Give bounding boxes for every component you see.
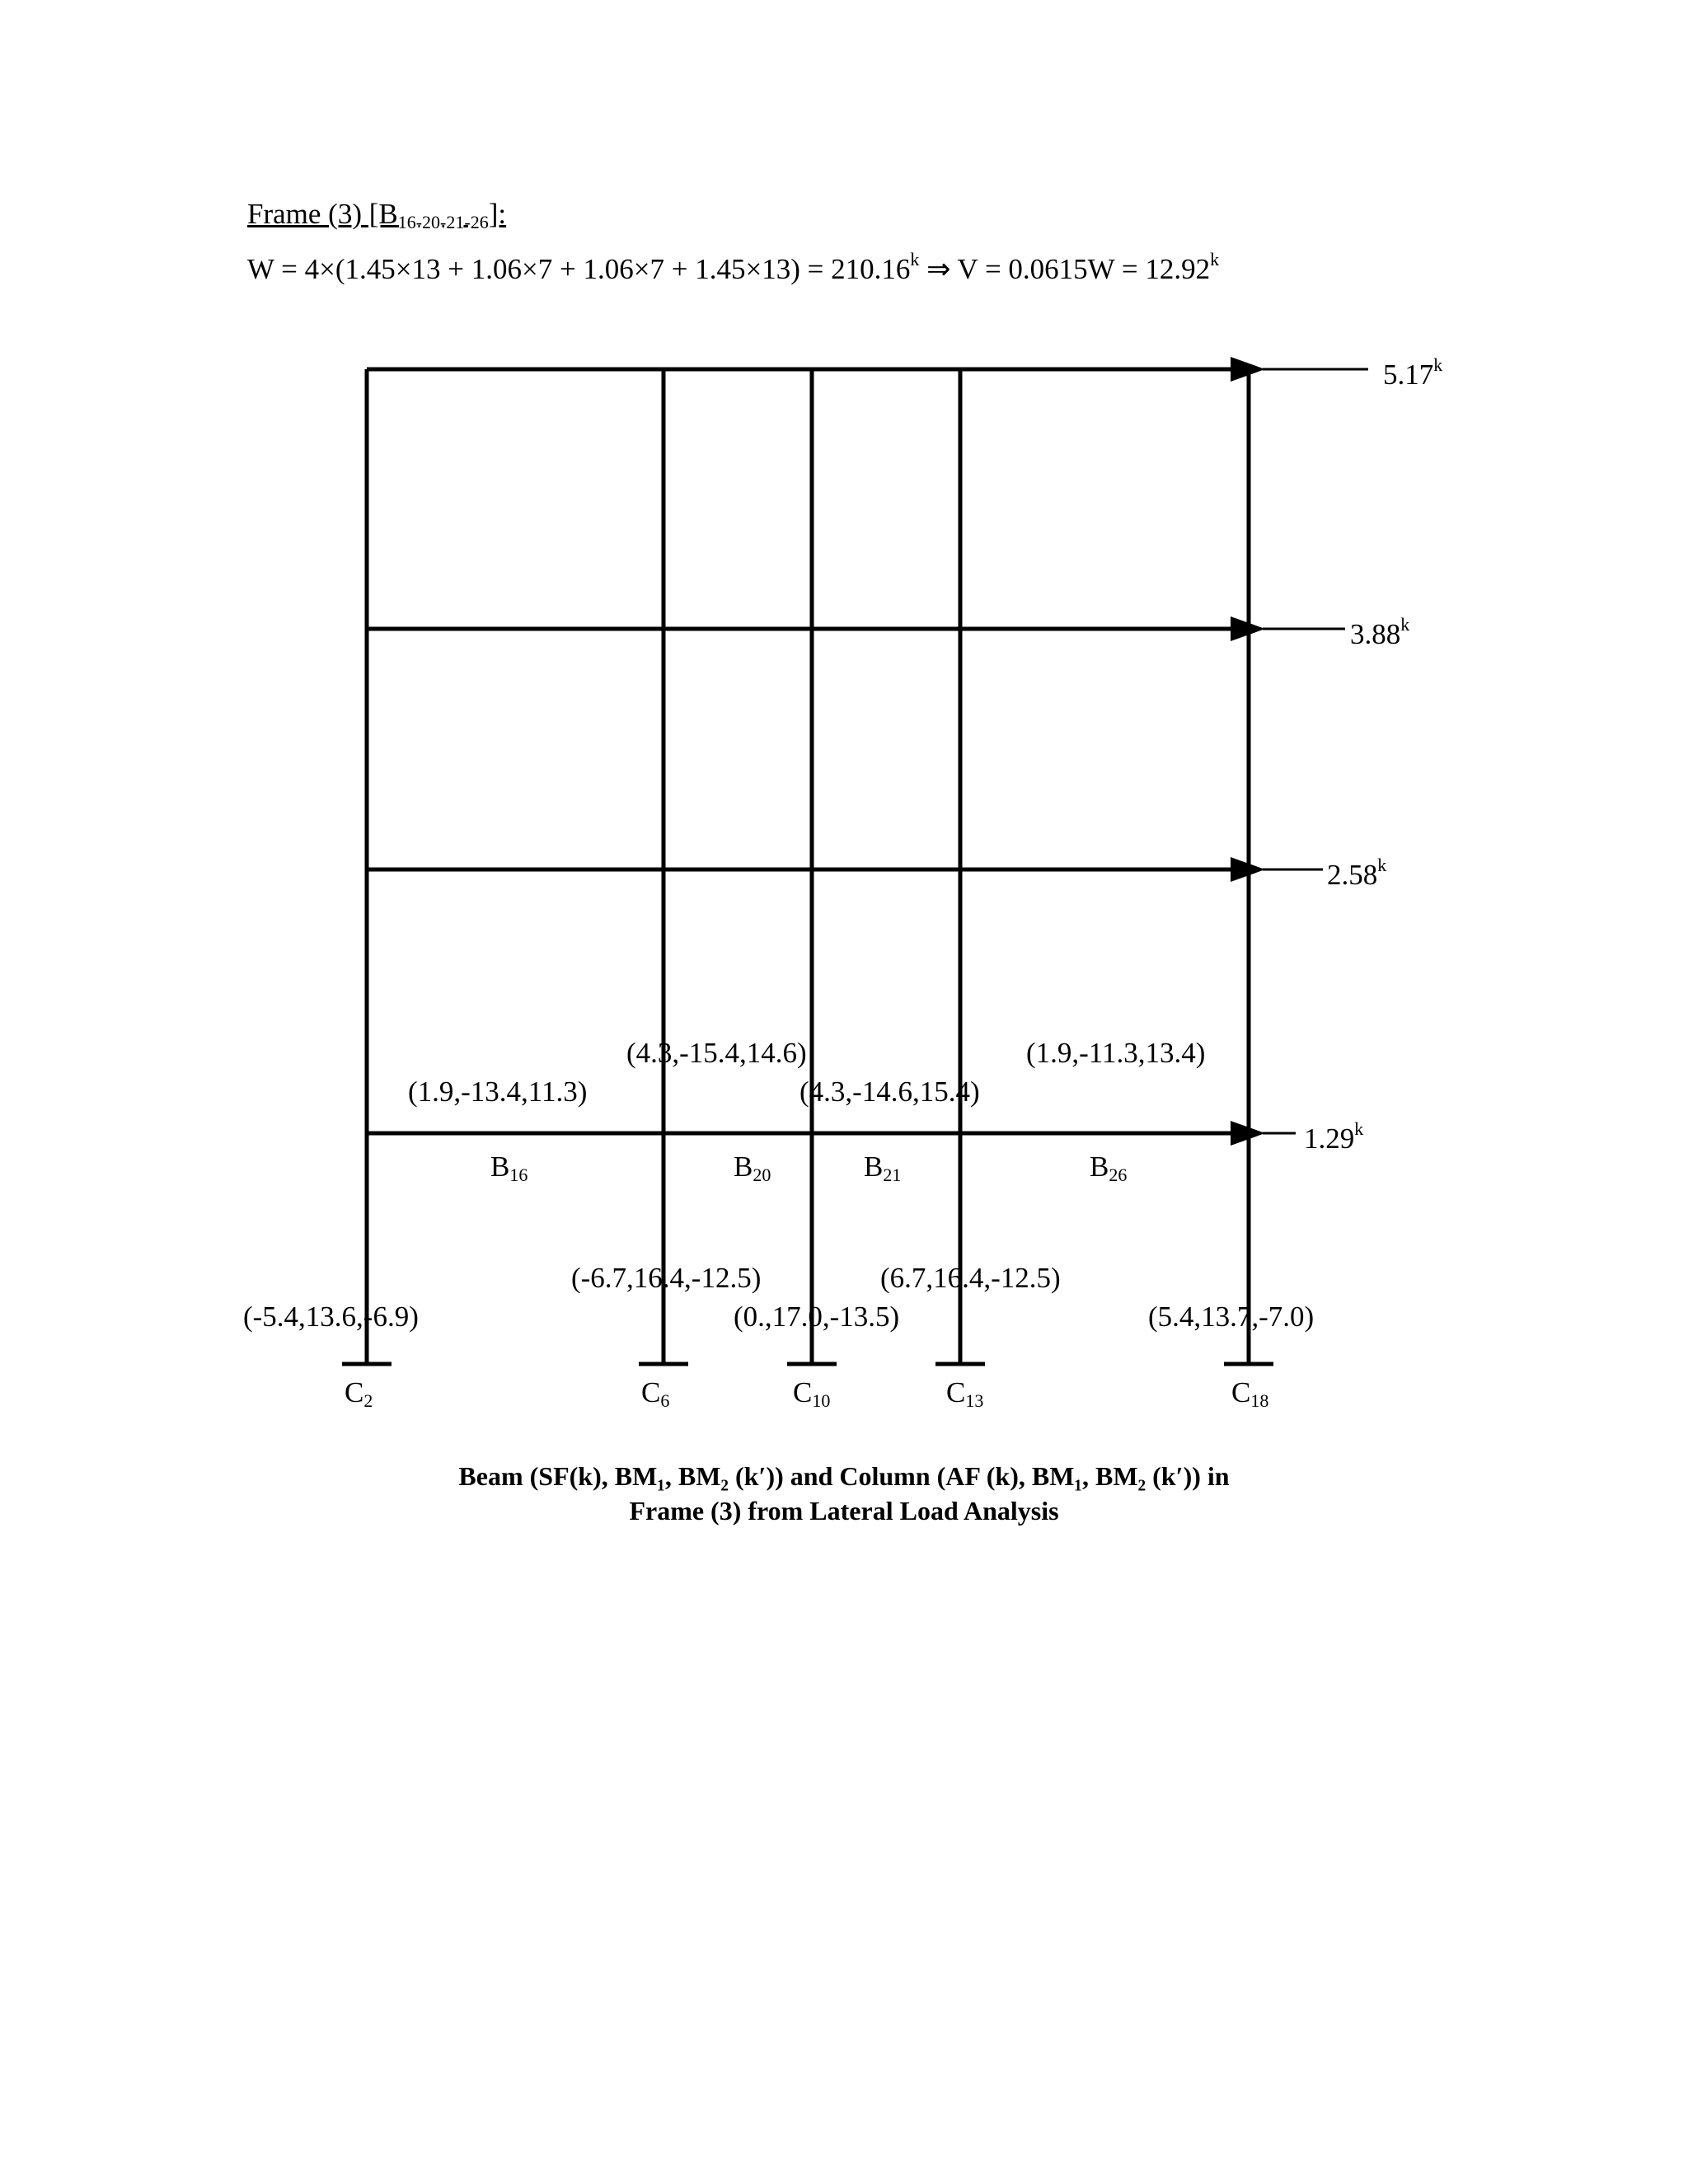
column-label-c6: $C_6$ [641,1376,670,1411]
beam-result-b26: (1.9,-11.3,13.4) [1026,1037,1206,1069]
column-result-c18: (5.4,13.7,-7.0) [1148,1301,1315,1333]
column-result-c13: (6.7,16.4,-12.5) [880,1262,1061,1294]
column-result-c2: (-5.4,13.6,-6.9) [243,1301,419,1333]
caption-line-2: Frame (3) from Lateral Load Analysis [629,1496,1059,1526]
title-text: Frame (3) [B [247,198,398,230]
caption-line-1: Beam (SF(k), BM₁, BM₂ (k′)) and Column (AF (k), BM₁, BM₂ (k′)) in [458,1461,1230,1491]
column-result-c10: (0.,17.0,-13.5) [734,1301,900,1333]
beam-label-b16: $B_{16}$ [490,1151,528,1185]
beam-result-b20: (4.3,-15.4,14.6) [626,1037,807,1069]
beam-label-b26: $B_{26}$ [1090,1151,1128,1185]
column-label-c18: $C_{18}$ [1231,1376,1269,1411]
title-subscript: 16-20-21-26 [397,212,489,232]
load-label-floor-2: 2.58$^k$ [1327,855,1387,891]
column-label-c2: $C_2$ [345,1376,373,1411]
beam-result-b21: (4.3,-14.6,15.4) [799,1076,980,1108]
beam-result-b16: (1.9,-13.4,11.3) [408,1076,588,1108]
equation-unit-1: k [910,249,920,269]
title-end: ]: [488,198,507,230]
equation-part-2: ⇒ V = 0.0615W = 12.92 [919,253,1211,285]
load-label-floor-1: 1.29$^k$ [1304,1118,1364,1155]
load-label-roof: 5.17$^k$ [1383,354,1443,391]
equation-unit-2: k [1210,249,1220,269]
figure-caption [0,1459,1688,1528]
column-result-c6: (-6.7,16.4,-12.5) [571,1262,762,1294]
column-label-c13: $C_{13}$ [946,1376,984,1411]
equation-part-1: W = 4×(1.45×13 + 1.06×7 + 1.06×7 + 1.45×13) = 210.16 [247,253,911,285]
column-label-c10: $C_{10}$ [793,1376,831,1411]
load-label-floor-3: 3.88$^k$ [1350,614,1410,650]
beam-label-b21: $B_{21}$ [864,1151,902,1185]
beam-label-b20: $B_{20}$ [734,1151,771,1185]
